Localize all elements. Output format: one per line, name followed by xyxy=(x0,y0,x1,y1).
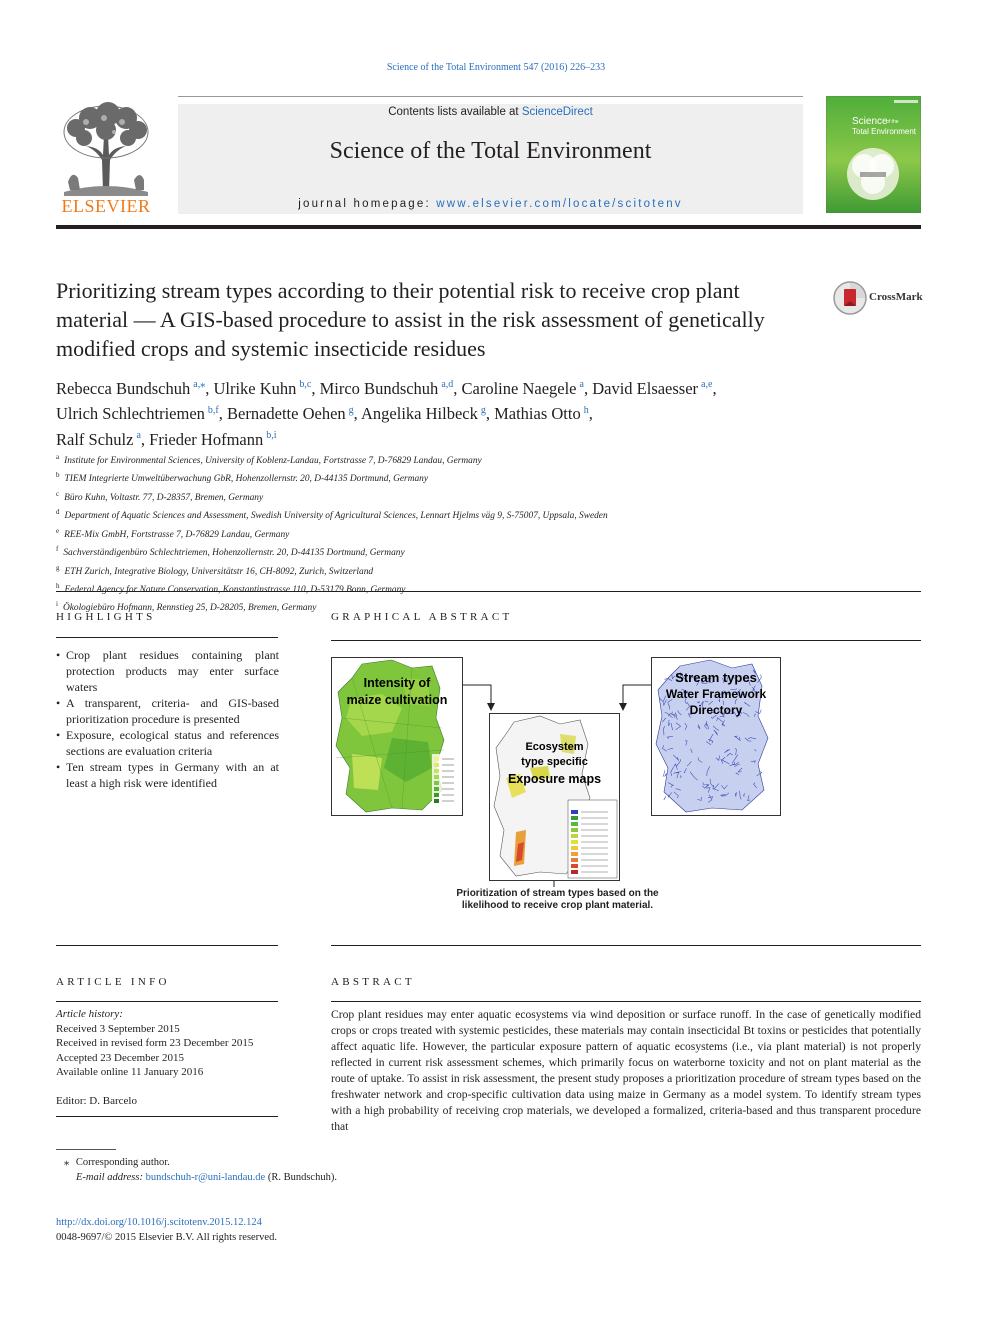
author-name: Rebecca Bundschuh xyxy=(56,378,191,398)
author-name: David Elsaesser xyxy=(592,378,699,398)
author-affiliation-marker[interactable]: h xyxy=(583,404,589,416)
contents-line xyxy=(178,106,803,118)
author-affiliation-marker[interactable]: b,c xyxy=(299,379,312,390)
abstract-text: Crop plant residues may enter aquatic ecosystems via wind deposition or surface runoff. In the case of genetically modified crops or crops treated with systemic pesticides, these materials may contain insecticidal Bt toxins or pesticides that potentially affect aquatic life. However, the particular exposure pattern of aquatic ecosystems (i.e., via plant material) is not properly reflected in current risk assessment schemes, which primarily focus on waterborne toxicity and not on plant material as the route of uptake. To assist in risk assessment, the present study proposes a prioritization procedure of stream types based on the freshwater network and crop-specific cultivation data using maize in Germany as a model system. To identify stream types with a high probability of receiving crop materials, we developed a formalized, criteria-based and thus transparent procedure that xyxy=(331,1008,921,1133)
email-label: E-mail address: xyxy=(76,1172,143,1183)
exposure-legend-swatch xyxy=(571,816,578,820)
highlight-item: • Exposure, ecological status and references sections are evaluation criteria xyxy=(56,727,279,759)
corresponding-footnote xyxy=(56,1155,656,1185)
homepage-prefix: journal homepage: xyxy=(298,198,437,210)
doi-block xyxy=(56,1216,456,1245)
affiliation-text: TIEM Integrierte Umweltüberwachung GbR, Hohenzollernstr. 20, D-44135 Dortmund, Germany xyxy=(64,474,429,485)
exposure-legend-swatch xyxy=(571,852,578,856)
journal-title: Science of the Total Environment xyxy=(329,138,652,164)
affiliation xyxy=(56,579,916,597)
stream-segment xyxy=(664,796,666,800)
affiliation-key: i xyxy=(56,600,58,609)
exposure-legend-swatch xyxy=(571,822,578,826)
author-separator: , xyxy=(205,378,210,398)
affiliation-key: g xyxy=(56,563,60,572)
author-affiliation-marker[interactable]: g xyxy=(480,404,486,416)
highlight-item: • A transparent, criteria- and GIS-based prioritization procedure is presented xyxy=(56,695,279,727)
caption-line-2: likelihood to receive crop plant material. xyxy=(461,900,654,911)
affiliation-key: c xyxy=(56,489,60,498)
received-date: Received 3 September 2015 xyxy=(56,1022,180,1035)
affiliation-text: ETH Zurich, Integrative Biology, Universitätstr 16, CH-8092, Zurich, Switzerland xyxy=(64,566,374,577)
author-separator: , xyxy=(353,404,358,423)
author xyxy=(227,404,358,423)
affiliation-text: Department of Aquatic Sciences and Assessment, Swedish University of Agricultural Sciences, Lennart Hjelms väg 9, S-75007, Uppsala, Sweden xyxy=(64,511,608,522)
highlights-list xyxy=(56,647,279,791)
graphical-abstract-rule xyxy=(331,640,921,641)
author-name: Angelika Hilbeck xyxy=(361,404,478,423)
exposure-legend-swatch xyxy=(571,810,578,814)
author xyxy=(56,404,223,423)
stream-label-3: Directory xyxy=(689,703,743,717)
author-name: Bernadette Oehen xyxy=(227,404,346,423)
highlight-item: • Crop plant residues containing plant protection products may enter surface waters xyxy=(56,647,279,695)
author-separator: , xyxy=(712,378,717,398)
article-info-rule-bottom xyxy=(56,1116,278,1117)
exposure-legend-swatch xyxy=(571,846,578,850)
graphical-abstract-caption xyxy=(440,888,675,912)
exposure-label-3: Exposure maps xyxy=(507,772,602,786)
affiliation xyxy=(56,524,916,542)
affiliation-text: REE-Mix GmbH, Fortstrasse 7, D-76829 Landau, Germany xyxy=(64,529,290,540)
author-separator: , xyxy=(583,378,589,398)
accepted-date: Accepted 23 December 2015 xyxy=(56,1051,184,1064)
abstract-heading: ABSTRACT xyxy=(331,976,415,988)
copyright: 0048-9697/© 2015 Elsevier B.V. All rights reserved. xyxy=(56,1231,277,1243)
cover-title-2: Total Environment xyxy=(852,127,917,136)
cover-title-1: Science xyxy=(852,116,888,127)
author xyxy=(361,404,490,423)
affiliation-key: b xyxy=(56,471,60,480)
author-name: Frieder Hofmann xyxy=(149,429,264,449)
author xyxy=(56,430,145,449)
exposure-map xyxy=(489,713,620,881)
header-rule xyxy=(56,225,921,229)
author xyxy=(320,379,458,398)
section-rule-top xyxy=(56,591,921,592)
author-name: Ralf Schulz xyxy=(56,429,134,449)
exposure-legend-swatch xyxy=(571,834,578,838)
exposure-label-1: Ecosystem xyxy=(525,741,584,753)
exposure-legend-swatch xyxy=(571,840,578,844)
author-separator: , xyxy=(485,404,490,423)
maize-legend xyxy=(432,754,458,810)
affiliation xyxy=(56,468,916,486)
affiliation-text: Institute for Environmental Sciences, University of Koblenz-Landau, Fortstrasse 7, D-76829 Landau, Germany xyxy=(64,456,482,467)
author-affiliation-marker[interactable]: a xyxy=(136,430,141,441)
stream-label-1: Stream types xyxy=(675,670,757,685)
maize-label-2: maize cultivation xyxy=(346,693,448,707)
journal-cover-image xyxy=(826,96,921,213)
online-date: Available online 11 January 2016 xyxy=(56,1066,204,1078)
crossmark-badge[interactable] xyxy=(832,280,927,316)
author xyxy=(462,379,589,398)
article-info-heading: ARTICLE INFO xyxy=(56,976,170,988)
affiliation-text: Büro Kuhn, Voltastr. 77, D-28357, Bremen, Germany xyxy=(64,492,264,503)
publisher-wordmark: ELSEVIER xyxy=(61,196,151,216)
article-info-rule xyxy=(56,1001,278,1002)
affiliation-key: a xyxy=(56,453,60,461)
section-rule-left xyxy=(56,945,278,946)
corresponding-label: Corresponding author. xyxy=(75,1157,170,1168)
crossmark-label: CrossMark xyxy=(869,291,923,303)
author-affiliation-marker[interactable]: g xyxy=(348,404,354,416)
affiliation xyxy=(56,450,916,468)
author-affiliation-marker[interactable]: a xyxy=(579,379,584,390)
history-label: Article history: xyxy=(56,1008,123,1020)
section-rule-right xyxy=(331,945,921,946)
article-title: Prioritizing stream types according to their potential risk to receive crop plant material — A GIS-based procedure to assist in the risk assessment of genetically modified crops and systemic insecticide residues xyxy=(56,278,765,361)
contents-prefix: Contents lists available at xyxy=(388,106,522,118)
maize-intensity-map xyxy=(331,657,463,816)
article-history xyxy=(56,1007,279,1108)
author-separator: , xyxy=(453,378,458,398)
email-suffix: (R. Bundschuh). xyxy=(267,1172,337,1183)
author xyxy=(149,430,276,449)
affiliation-key: e xyxy=(56,526,60,535)
highlight-item: • Ten stream types in Germany with an at least a high risk were identified xyxy=(56,759,279,791)
editor: Editor: D. Barcelo xyxy=(56,1094,137,1107)
journal-citation[interactable]: Science of the Total Environment 547 (2016) 226–233 xyxy=(386,62,606,73)
graphical-abstract-heading: GRAPHICAL ABSTRACT xyxy=(331,611,513,623)
homepage-link[interactable]: www.elsevier.com/locate/scitotenv xyxy=(436,198,683,210)
journal-cover[interactable] xyxy=(826,96,921,213)
author xyxy=(213,379,315,398)
affiliation-key: f xyxy=(56,545,59,554)
affiliation xyxy=(56,505,916,523)
footnote-star: ⁎ xyxy=(64,1157,70,1168)
author-name: Caroline Naegele xyxy=(461,378,577,398)
author-name: Mathias Otto xyxy=(494,404,581,423)
author-affiliation-marker[interactable]: a,d xyxy=(441,379,454,390)
author-name: Ulrich Schlechtriemen xyxy=(56,404,205,423)
exposure-legend-swatch xyxy=(571,858,578,862)
author-separator: , xyxy=(311,378,316,398)
caption-line-1: Prioritization of stream types based on the xyxy=(456,888,659,899)
elsevier-logo xyxy=(56,100,156,215)
author-separator: , xyxy=(218,404,223,423)
stream-segment xyxy=(663,770,665,776)
highlights-rule xyxy=(56,637,278,638)
exposure-label-2: type specific xyxy=(521,756,588,768)
author-separator: , xyxy=(588,404,593,423)
author-affiliation-marker[interactable]: a,⁎ xyxy=(193,379,206,390)
author-list xyxy=(56,374,856,451)
journal-homepage xyxy=(178,198,803,210)
author xyxy=(56,379,209,398)
author-affiliation-marker[interactable]: b,i xyxy=(266,430,277,441)
header-divider xyxy=(178,96,803,97)
author xyxy=(592,379,716,398)
affiliation-text: Ökologiebüro Hofmann, Rennstieg 25, D-28205, Bremen, Germany xyxy=(62,603,317,614)
affiliation xyxy=(56,487,916,505)
footnote-rule xyxy=(56,1149,116,1150)
affiliation-key: h xyxy=(56,581,60,590)
affiliation-key: d xyxy=(56,508,60,517)
email-link[interactable]: bundschuh-r@uni-landau.de xyxy=(145,1172,266,1183)
crossmark-icon xyxy=(832,280,868,316)
sciencedirect-link[interactable]: ScienceDirect xyxy=(521,106,593,118)
exposure-legend-swatch xyxy=(571,864,578,868)
stream-types-map xyxy=(651,657,781,816)
germany-exposure-map xyxy=(490,714,619,880)
author-affiliation-marker[interactable]: b,f xyxy=(207,404,219,416)
highlights-heading: HIGHLIGHTS xyxy=(56,611,156,623)
author-affiliation-marker[interactable]: a,e xyxy=(701,379,713,390)
affiliation-text: Sachverständigenbüro Schlechtriemen, Hohenzollernstr. 20, D-44135 Dortmund, Germany xyxy=(63,548,405,559)
exposure-legend-swatch xyxy=(571,870,578,874)
affiliation xyxy=(56,561,916,579)
author-name: Mirco Bundschuh xyxy=(319,378,439,398)
author xyxy=(494,404,593,423)
abstract-rule xyxy=(331,1001,921,1002)
stream-label-2: Water Framework xyxy=(665,687,767,701)
cover-of-the: of the xyxy=(886,119,899,125)
exposure-legend-swatch xyxy=(571,828,578,832)
doi-link[interactable]: http://dx.doi.org/10.1016/j.scitotenv.2015.12.124 xyxy=(56,1217,262,1228)
author-name: Ulrike Kuhn xyxy=(213,378,297,398)
maize-label-1: Intensity of xyxy=(363,676,431,690)
revised-date: Received in revised form 23 December 2015 xyxy=(56,1037,254,1049)
author-separator: , xyxy=(140,429,146,449)
affiliation xyxy=(56,542,916,560)
